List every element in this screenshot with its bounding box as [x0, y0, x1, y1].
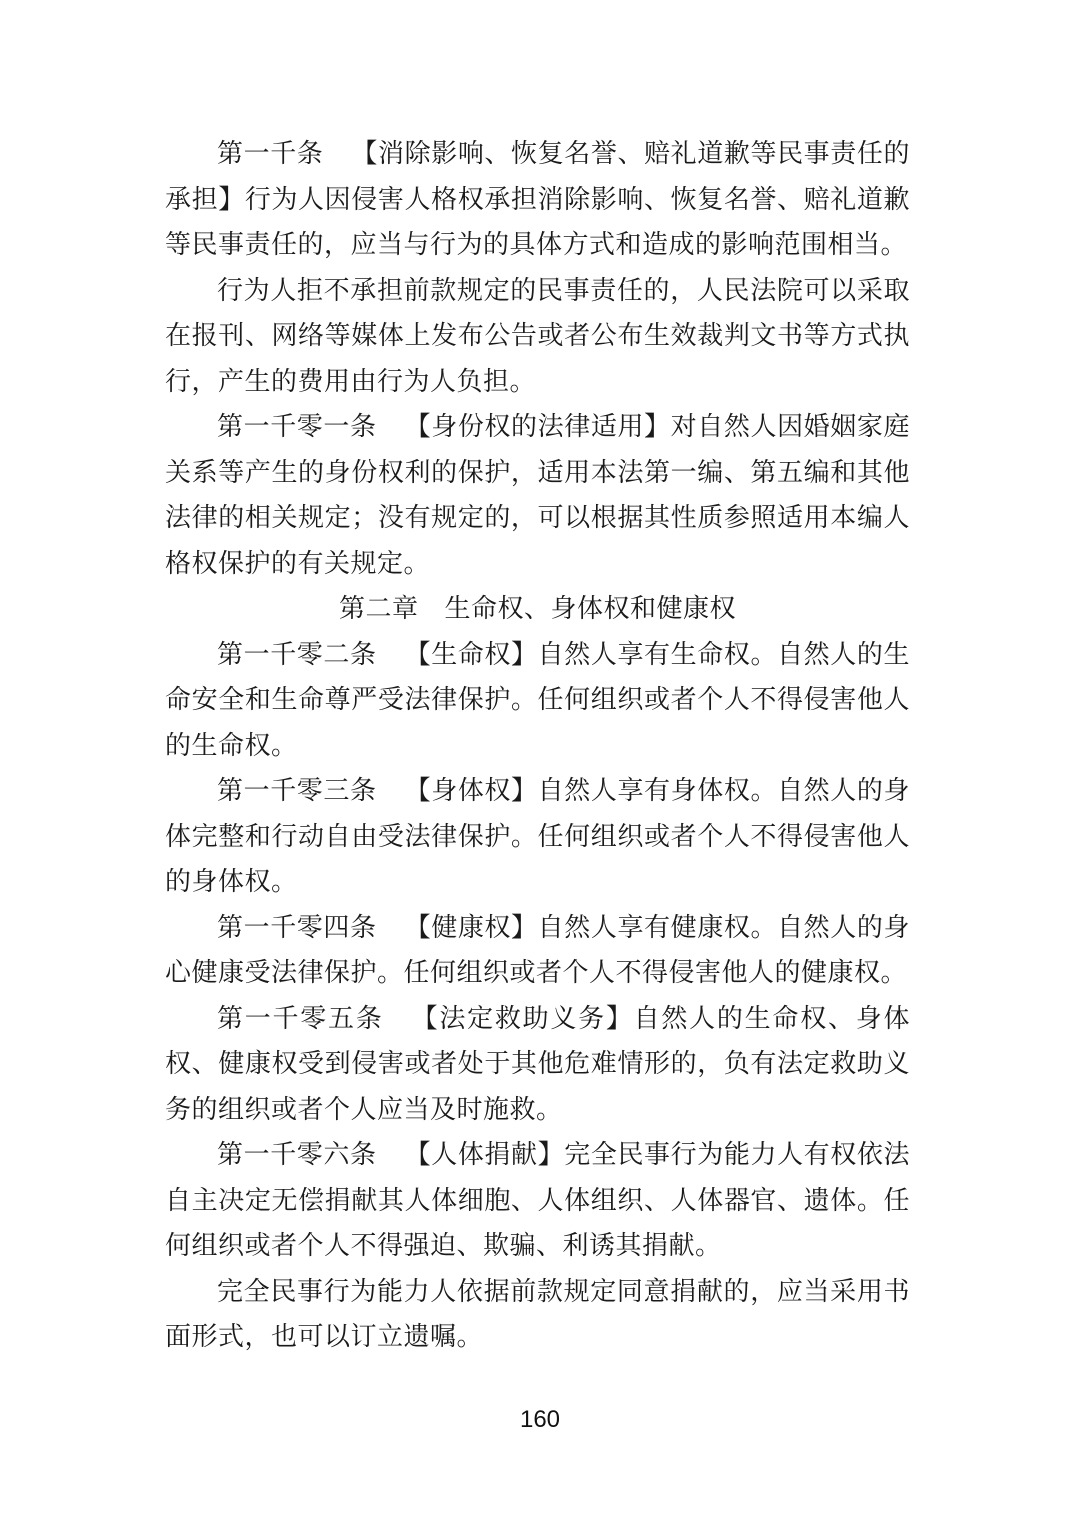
article-text: 【生命权】自然人享有生命权。自然人的生命安全和生命尊严受法律保护。任何组织或者个人不得侵害他人的生命权。 — [165, 639, 910, 761]
page-body — [165, 132, 910, 1361]
article-1006 — [165, 1133, 910, 1270]
chapter-title: 生命权、身体权和健康权 — [444, 594, 737, 624]
article-text: 【法定救助义务】自然人的生命权、身体权、健康权受到侵害或者处于其他危难情形的，负有法定救助义务的组织或者个人应当及时施救。 — [165, 1003, 910, 1125]
article-number: 第一千条 — [217, 139, 324, 169]
article-text: 【身体权】自然人享有身体权。自然人的身体完整和行动自由受法律保护。任何组织或者个人不得侵害他人的身体权。 — [165, 776, 910, 897]
article-1000 — [165, 132, 910, 269]
article-1002 — [165, 633, 910, 770]
article-text: 【身份权的法律适用】对自然人因婚姻家庭关系等产生的身份权利的保护，适用本法第一编、第五编和其他法律的相关规定；没有规定的，可以根据其性质参照适用本编人格权保护的有关规定。 — [165, 412, 910, 579]
article-text: 【健康权】自然人享有健康权。自然人的身心健康受法律保护。任何组织或者个人不得侵害他人的健康权。 — [165, 912, 910, 988]
clause-text: 完全民事行为能力人依据前款规定同意捐献的，应当采用书面形式，也可以订立遗嘱。 — [165, 1276, 910, 1352]
article-number: 第一千零五条 — [217, 1003, 384, 1034]
article-number: 第一千零六条 — [217, 1140, 377, 1170]
article-1006-clause-2 — [165, 1270, 910, 1361]
article-number: 第一千零四条 — [217, 912, 377, 943]
clause-text: 行为人拒不承担前款规定的民事责任的，人民法院可以采取在报刊、网络等媒体上发布公告或者公布生效裁判文书等方式执行，产生的费用由行为人负担。 — [165, 275, 910, 397]
article-text: 【消除影响、恢复名誉、赔礼道歉等民事责任的承担】行为人因侵害人格权承担消除影响、恢复名誉、赔礼道歉等民事责任的，应当与行为的具体方式和造成的影响范围相当。 — [165, 139, 910, 260]
article-1001 — [165, 405, 910, 587]
article-number: 第一千零三条 — [217, 776, 377, 806]
article-1003 — [165, 769, 910, 906]
article-number: 第一千零一条 — [217, 412, 377, 442]
article-1004 — [165, 906, 910, 997]
chapter-number: 第二章 — [338, 594, 419, 624]
page-number: 160 — [519, 1406, 561, 1433]
article-number: 第一千零二条 — [217, 639, 377, 670]
article-1005 — [165, 997, 910, 1134]
chapter-heading — [165, 587, 910, 633]
article-text: 【人体捐献】完全民事行为能力人有权依法自主决定无偿捐献其人体细胞、人体组织、人体器官、遗体。任何组织或者个人不得强迫、欺骗、利诱其捐献。 — [165, 1140, 910, 1261]
article-1000-clause-2 — [165, 269, 910, 406]
